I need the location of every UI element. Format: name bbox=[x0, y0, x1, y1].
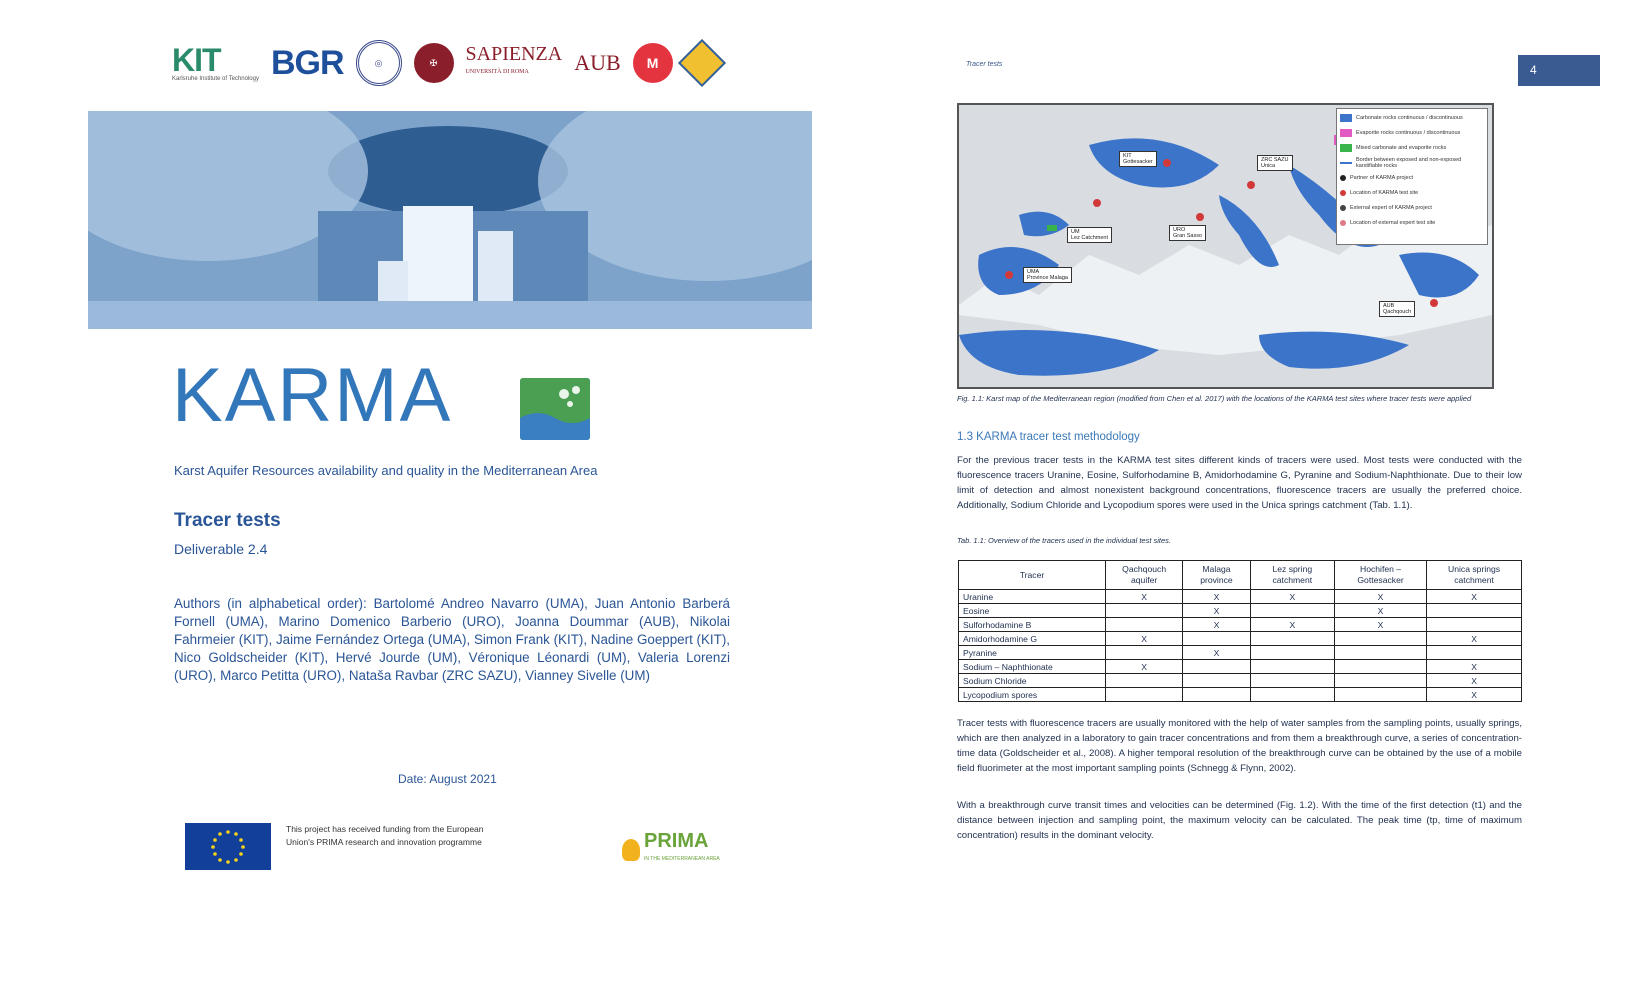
column-header: Lez spring catchment bbox=[1250, 561, 1334, 590]
legend-swatch bbox=[1340, 114, 1352, 122]
tracer-usage-cell: X bbox=[1106, 632, 1183, 646]
column-header: Qachqouch aquifer bbox=[1106, 561, 1183, 590]
kit-logo-subtext: Karlsruhe Institute of Technology bbox=[172, 76, 259, 82]
running-header: Tracer tests bbox=[966, 61, 1003, 68]
tracer-usage-cell bbox=[1106, 674, 1183, 688]
table-row bbox=[959, 674, 1522, 688]
table-row bbox=[959, 646, 1522, 660]
aub-logo: AUB bbox=[574, 50, 621, 75]
map-legend bbox=[1336, 108, 1488, 245]
tracer-usage-cell bbox=[1250, 604, 1334, 618]
lightbulb-icon bbox=[622, 839, 640, 861]
column-header: Malaga province bbox=[1183, 561, 1250, 590]
column-header: Tracer bbox=[959, 561, 1106, 590]
project-title: KARMA bbox=[172, 353, 453, 438]
tracer-usage-cell bbox=[1183, 674, 1250, 688]
tracer-usage-cell bbox=[1250, 688, 1334, 702]
legend-item: Mixed carbonate and evaporite rocks bbox=[1340, 141, 1484, 154]
legend-swatch bbox=[1340, 175, 1346, 181]
legend-swatch bbox=[1340, 162, 1352, 164]
table-row bbox=[959, 590, 1522, 604]
tracer-usage-cell: X bbox=[1183, 590, 1250, 604]
table-row bbox=[959, 660, 1522, 674]
tracer-table bbox=[958, 560, 1522, 702]
legend-item: Border between exposed and non-exposed karstifiable rocks bbox=[1340, 156, 1484, 169]
prima-logo-subtext: IN THE MEDITERRANEAN AREA bbox=[644, 856, 720, 862]
tracer-name-cell: Sodium – Naphthionate bbox=[959, 660, 1106, 674]
table-row bbox=[959, 632, 1522, 646]
karst-map bbox=[957, 103, 1494, 389]
tracer-usage-cell: X bbox=[1183, 604, 1250, 618]
tracer-usage-cell bbox=[1106, 646, 1183, 660]
funding-statement: This project has received funding from the European Union's PRIMA research and innovation programme bbox=[286, 824, 484, 847]
tracer-usage-cell: X bbox=[1334, 618, 1426, 632]
column-header: Unica springs catchment bbox=[1427, 561, 1522, 590]
tracer-usage-cell: X bbox=[1427, 632, 1522, 646]
tracer-name-cell: Sodium Chloride bbox=[959, 674, 1106, 688]
table-row bbox=[959, 604, 1522, 618]
sapienza-logo bbox=[466, 45, 563, 81]
column-header: Hochifen – Gottesacker bbox=[1334, 561, 1426, 590]
paragraph-tracers: For the previous tracer tests in the KARMA test sites different kinds of tracers were used. Most tests were conducted with the fluorescence tracers Uranine, Eosine, Sulforhodamine B, Amidorhodamine G, Pyranine and Sodium-Naphthionate. Due to their low limit of detection and almost nonexistent background concentrations, fluorescence tracers are usually the preferred choice. Additionally, Sodium Chloride and Lycopodium spores were used in the Unica springs catchment (Tab. 1.1). bbox=[957, 455, 1522, 511]
prima-logo bbox=[622, 832, 720, 868]
tracer-usage-cell: X bbox=[1427, 674, 1522, 688]
university-seal-icon: ◎ bbox=[356, 40, 402, 86]
eu-flag-icon bbox=[185, 823, 271, 870]
table-row bbox=[959, 688, 1522, 702]
tracer-usage-cell bbox=[1334, 688, 1426, 702]
kit-logo-text: KIT bbox=[172, 42, 221, 78]
site-label-zrc-sazu: ZRC SAZU Unica bbox=[1257, 155, 1293, 171]
legend-item: Carbonate rocks continuous / discontinuous bbox=[1340, 111, 1484, 124]
legend-item: External expert of KARMA project bbox=[1340, 201, 1484, 214]
tracer-usage-cell bbox=[1427, 618, 1522, 632]
tracer-name-cell: Uranine bbox=[959, 590, 1106, 604]
authors-list: Authors (in alphabetical order): Bartolomé Andreo Navarro (UMA), Juan Antonio Barberá Fornell (UMA), Marino Domenico Barberio (URO), Joanna Doummar (AUB), Nikolai Fahrmeier (KIT), Jaime Fernández Ortega (UMA), Simon Frank (KIT), Nadine Goeppert (KIT), Nico Goldscheider (KIT), Hervé Jourde (UM), Véronique Léonardi (UM), Valeria Lorenzi (URO), Marco Petitta (URO), Nataša Ravbar (ZRC SAZU), Vianney Sivelle (UM) bbox=[174, 596, 730, 683]
tracer-name-cell: Lycopodium spores bbox=[959, 688, 1106, 702]
tracer-usage-cell: X bbox=[1106, 590, 1183, 604]
sapienza-logo-text: SAPIENZA bbox=[465, 43, 563, 65]
tracer-usage-cell bbox=[1250, 646, 1334, 660]
tracer-usage-cell bbox=[1106, 604, 1183, 618]
tracer-usage-cell: X bbox=[1334, 590, 1426, 604]
kit-logo bbox=[172, 44, 259, 82]
tracer-usage-cell bbox=[1250, 674, 1334, 688]
prima-logo-text: PRIMA bbox=[644, 830, 709, 852]
bgr-logo: BGR bbox=[270, 43, 344, 82]
site-label-kit: KIT Gottesacker bbox=[1119, 151, 1157, 167]
legend-swatch bbox=[1340, 205, 1346, 211]
zrc-sazu-logo-icon bbox=[678, 39, 726, 87]
site-label-uma: UMA Province Malaga bbox=[1023, 267, 1072, 283]
waterfall-cave-image bbox=[88, 111, 812, 329]
table-caption: Tab. 1.1: Overview of the tracers used in the individual test sites. bbox=[957, 536, 1171, 545]
crest-icon: ✠ bbox=[414, 43, 454, 83]
tracer-usage-cell bbox=[1250, 632, 1334, 646]
project-subtitle: Karst Aquifer Resources availability and quality in the Mediterranean Area bbox=[174, 463, 598, 478]
tracer-name-cell: Amidorhodamine G bbox=[959, 632, 1106, 646]
legend-swatch bbox=[1340, 220, 1346, 226]
tracer-usage-cell: X bbox=[1250, 618, 1334, 632]
report-title: Tracer tests bbox=[174, 510, 281, 531]
tracer-name-cell: Pyranine bbox=[959, 646, 1106, 660]
paragraph-monitoring: Tracer tests with fluorescence tracers are usually monitored with the help of water samples from the sampling points, usually springs, which are then analyzed in a laboratory to gain tracer concentrations and from them a breakthrough curve, a series of concentration-time data (Goldscheider et al., 2008). A higher temporal resolution of the breakthrough curve can be obtained by the use of a mobile field fluorimeter at the most important sampling points (Schnegg & Flynn, 2002). bbox=[957, 718, 1522, 774]
tracer-usage-cell bbox=[1334, 632, 1426, 646]
tracer-usage-cell: X bbox=[1183, 618, 1250, 632]
page-number: 4 bbox=[1518, 55, 1600, 86]
tracer-name-cell: Sulforhodamine B bbox=[959, 618, 1106, 632]
tracer-usage-cell: X bbox=[1250, 590, 1334, 604]
tracer-usage-cell bbox=[1250, 660, 1334, 674]
tracer-name-cell: Eosine bbox=[959, 604, 1106, 618]
sapienza-logo-subtext: UNIVERSITÀ DI ROMA bbox=[465, 69, 529, 75]
section-heading: 1.3 KARMA tracer test methodology bbox=[957, 431, 1140, 443]
figure-caption: Fig. 1.1: Karst map of the Mediterranean region (modified from Chen et al. 2017) with the locations of the KARMA test sites where tracer tests were applied bbox=[957, 394, 1472, 403]
tracer-usage-cell bbox=[1427, 646, 1522, 660]
site-label-uro: URO Gran Sasso bbox=[1169, 225, 1206, 241]
um-logo-icon: M bbox=[633, 43, 673, 83]
tracer-usage-cell bbox=[1427, 604, 1522, 618]
tracer-usage-cell bbox=[1106, 688, 1183, 702]
report-date: Date: August 2021 bbox=[398, 772, 497, 786]
tracer-usage-cell bbox=[1334, 674, 1426, 688]
tracer-usage-cell: X bbox=[1427, 590, 1522, 604]
table-row bbox=[959, 618, 1522, 632]
tracer-usage-cell: X bbox=[1427, 660, 1522, 674]
tracer-usage-cell: X bbox=[1106, 660, 1183, 674]
tracer-usage-cell bbox=[1183, 632, 1250, 646]
legend-item: Location of KARMA test site bbox=[1340, 186, 1484, 199]
legend-swatch bbox=[1340, 190, 1346, 196]
tracer-usage-cell bbox=[1334, 646, 1426, 660]
deliverable-number: Deliverable 2.4 bbox=[174, 541, 268, 557]
paragraph-breakthrough: With a breakthrough curve transit times and velocities can be determined (Fig. 1.2). With the time of the first detection (t1) and the distance between injection and sampling point, the maximum velocity can be calculated. The peak time (tp, time of maximum concentration) results in the dominant velocity. bbox=[957, 800, 1522, 841]
legend-item: Location of external expert test site bbox=[1340, 216, 1484, 229]
table-header-row bbox=[959, 561, 1522, 590]
tracer-usage-cell bbox=[1183, 660, 1250, 674]
legend-swatch bbox=[1340, 144, 1352, 152]
karst-water-icon bbox=[520, 378, 590, 440]
site-label-aub: AUB Qachqouch bbox=[1379, 301, 1415, 317]
tracer-usage-cell: X bbox=[1334, 604, 1426, 618]
tracer-usage-cell bbox=[1334, 660, 1426, 674]
tracer-usage-cell bbox=[1183, 688, 1250, 702]
tracer-usage-cell bbox=[1106, 618, 1183, 632]
legend-item: Evaporite rocks continuous / discontinuous bbox=[1340, 126, 1484, 139]
tracer-usage-cell: X bbox=[1183, 646, 1250, 660]
partner-logos bbox=[172, 40, 742, 86]
legend-swatch bbox=[1340, 129, 1352, 137]
site-label-um: UM Lez Catchment bbox=[1067, 227, 1112, 243]
legend-item: Partner of KARMA project bbox=[1340, 171, 1484, 184]
tracer-usage-cell: X bbox=[1427, 688, 1522, 702]
